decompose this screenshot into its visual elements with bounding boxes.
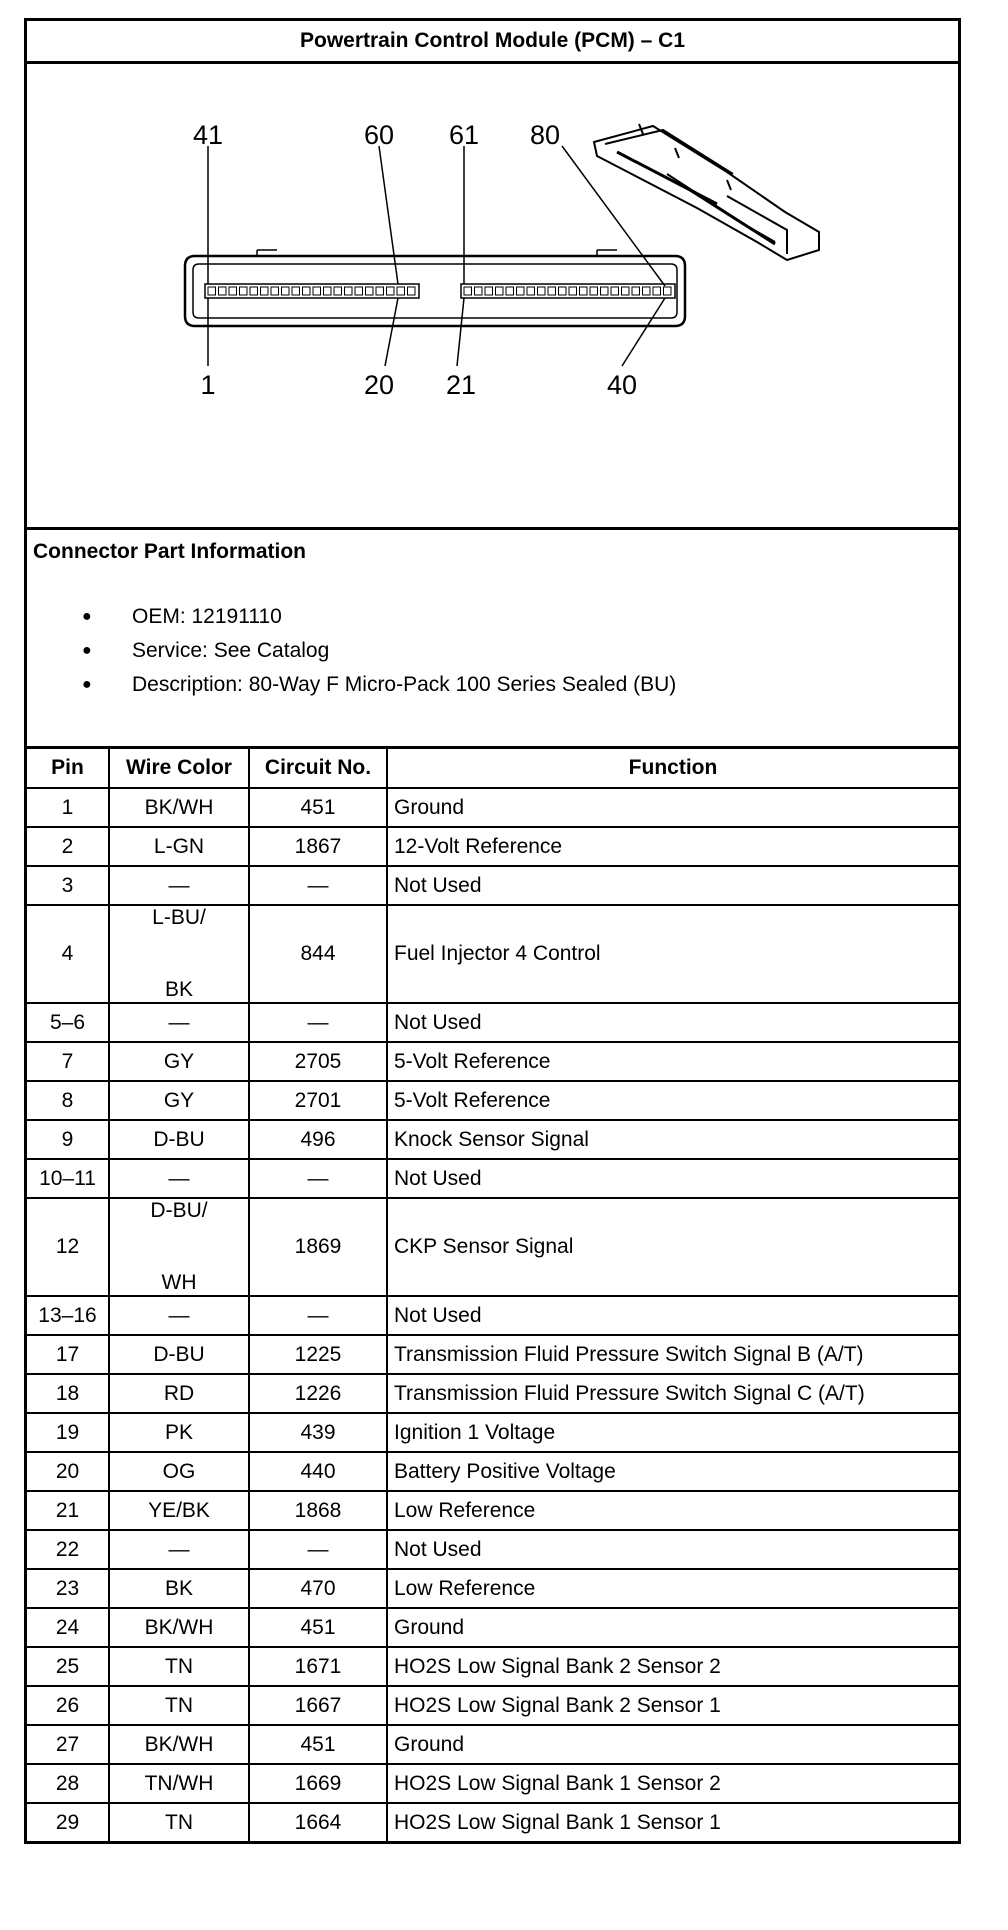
function-cell: HO2S Low Signal Bank 1 Sensor 2 [387,1764,958,1803]
wire-color-cell: BK/WH [109,1725,249,1764]
pin-cell: 5–6 [27,1003,109,1042]
pin-slot [538,287,546,295]
function-cell: Ground [387,1608,958,1647]
circuit-no-cell: 1671 [249,1647,387,1686]
circuit-no-cell: 1868 [249,1491,387,1530]
wire-color-cell: D-BU [109,1120,249,1159]
function-cell: Knock Sensor Signal [387,1120,958,1159]
header-function: Function [387,749,958,788]
pin-slot [334,287,342,295]
pin-cell: 23 [27,1569,109,1608]
wire-color-cell: OG [109,1452,249,1491]
pin-slot [643,287,651,295]
header-wire-color: Wire Color [109,749,249,788]
wire-color-cell: TN [109,1803,249,1841]
pin-cell: 2 [27,827,109,866]
circuit-no-cell: 496 [249,1120,387,1159]
pin-cell: 9 [27,1120,109,1159]
pin-cell: 20 [27,1452,109,1491]
function-cell: 5-Volt Reference [387,1042,958,1081]
wire-color-cell: TN [109,1686,249,1725]
circuit-no-cell: — [249,1003,387,1042]
pin-cell: 25 [27,1647,109,1686]
function-cell: Not Used [387,866,958,905]
pin-slot [622,287,630,295]
wire-color-line-1: D-BU/ [150,1199,208,1222]
circuit-no-cell: 2701 [249,1081,387,1120]
pin-slot [282,287,290,295]
pin-label-20: 20 [363,370,395,400]
table-row [27,1413,958,1452]
pin-slot [632,287,640,295]
wire-color-stack [116,1199,242,1295]
function-cell: Ground [387,788,958,827]
table-row [27,1647,958,1686]
pin-slot [475,287,483,295]
function-cell: 5-Volt Reference [387,1081,958,1120]
circuit-no-cell: 1225 [249,1335,387,1374]
table-row [27,1120,958,1159]
pin-cell: 10–11 [27,1159,109,1198]
circuit-no-cell: 1867 [249,827,387,866]
function-cell: 12-Volt Reference [387,827,958,866]
header-pin: Pin [27,749,109,788]
table-row [27,1530,958,1569]
pin-cell: 27 [27,1725,109,1764]
pin-slot [397,287,405,295]
pin-slot [250,287,258,295]
pinout-table-body [27,788,958,1841]
wire-color-cell: GY [109,1042,249,1081]
part-info-service: Service: See Catalog [132,639,330,662]
pin-slot [219,287,227,295]
circuit-no-cell: 439 [249,1413,387,1452]
circuit-no-cell: 2705 [249,1042,387,1081]
wire-color-cell: — [109,866,249,905]
list-item [27,634,676,668]
pinout-table [27,749,958,1841]
pin-slot [324,287,332,295]
pin-slot [271,287,279,295]
wire-color-cell: — [109,1530,249,1569]
wire-color-line-1: L-BU/ [152,906,206,929]
pin-label-80: 80 [529,120,561,150]
pin-slot [229,287,237,295]
pin-label-1: 1 [200,370,216,400]
table-row [27,866,958,905]
function-cell: HO2S Low Signal Bank 2 Sensor 1 [387,1686,958,1725]
wire-color-cell: TN/WH [109,1764,249,1803]
pin-slot [527,287,535,295]
function-cell: Battery Positive Voltage [387,1452,958,1491]
pin-cell: 21 [27,1491,109,1530]
pin-slot [366,287,374,295]
function-cell: HO2S Low Signal Bank 2 Sensor 2 [387,1647,958,1686]
function-cell: Fuel Injector 4 Control [387,905,958,1003]
circuit-no-cell: — [249,866,387,905]
table-header-row [27,749,958,788]
pin-slot [664,287,672,295]
table-row [27,827,958,866]
connector-sheet [24,18,961,1844]
function-cell: Not Used [387,1159,958,1198]
pin-slot [569,287,577,295]
wire-color-cell: BK/WH [109,1608,249,1647]
pin-cell: 26 [27,1686,109,1725]
part-info-description: Description: 80-Way F Micro-Pack 100 Series Sealed (BU) [132,673,677,696]
circuit-no-cell: 440 [249,1452,387,1491]
wire-color-cell: D-BU [109,1335,249,1374]
wire-color-line-2: BK [164,978,193,1001]
table-row [27,1803,958,1841]
function-cell: Ground [387,1725,958,1764]
pin-row [208,287,671,295]
pin-slot [580,287,588,295]
table-row [27,1296,958,1335]
page-title: Powertrain Control Module (PCM) – C1 [27,21,958,64]
pin-slot [464,287,472,295]
circuit-no-cell: — [249,1296,387,1335]
header-circuit-no: Circuit No. [249,749,387,788]
wire-color-stack [116,906,242,1002]
wire-color-cell: RD [109,1374,249,1413]
function-cell: Transmission Fluid Pressure Switch Signal C (A/T) [387,1374,958,1413]
pin-slot [485,287,493,295]
pin-slot [496,287,504,295]
pin-slot [548,287,556,295]
circuit-no-cell: 1667 [249,1686,387,1725]
pin-cell: 3 [27,866,109,905]
table-row [27,1569,958,1608]
table-row [27,1374,958,1413]
pin-cell: 19 [27,1413,109,1452]
list-item [27,668,676,702]
connector-diagram [27,64,958,530]
function-cell: Not Used [387,1296,958,1335]
function-cell: Not Used [387,1530,958,1569]
table-row [27,1491,958,1530]
pin-cell: 8 [27,1081,109,1120]
bullet-icon: ● [82,608,92,625]
pin-slot [590,287,598,295]
wire-color-cell: YE/BK [109,1491,249,1530]
pin-cell: 28 [27,1764,109,1803]
function-cell: Low Reference [387,1491,958,1530]
connector-inset-illustration [594,124,819,260]
table-row [27,905,958,1003]
table-row [27,1198,958,1296]
pin-slot [601,287,609,295]
table-row [27,1452,958,1491]
table-row [27,1686,958,1725]
pin-slot [240,287,248,295]
circuit-no-cell: 1664 [249,1803,387,1841]
pin-cell: 13–16 [27,1296,109,1335]
bullet-icon: ● [82,676,92,693]
circuit-no-cell: 844 [249,905,387,1003]
wire-color-cell [109,905,249,1003]
pin-slot [345,287,353,295]
table-row [27,1335,958,1374]
connector-part-information [27,530,958,749]
circuit-no-cell: 1869 [249,1198,387,1296]
table-row [27,1764,958,1803]
pin-cell: 29 [27,1803,109,1841]
circuit-no-cell: — [249,1530,387,1569]
pin-cell: 18 [27,1374,109,1413]
circuit-no-cell: 451 [249,788,387,827]
pin-label-61: 61 [448,120,480,150]
pin-slot [376,287,384,295]
table-row [27,1608,958,1647]
circuit-no-cell: 451 [249,1608,387,1647]
wire-color-cell: BK [109,1569,249,1608]
function-cell: Low Reference [387,1569,958,1608]
function-cell: Transmission Fluid Pressure Switch Signal B (A/T) [387,1335,958,1374]
function-cell: Ignition 1 Voltage [387,1413,958,1452]
pin-slot [313,287,321,295]
wire-color-cell: — [109,1159,249,1198]
pin-cell: 12 [27,1198,109,1296]
pin-cell: 1 [27,788,109,827]
pin-slot [517,287,525,295]
connector-diagram-svg [27,64,958,527]
pin-slot [261,287,269,295]
pin-cell: 17 [27,1335,109,1374]
pin-label-41: 41 [192,120,224,150]
wire-color-cell [109,1198,249,1296]
wire-color-cell: PK [109,1413,249,1452]
part-info-oem: OEM: 12191110 [132,605,282,628]
table-row [27,1003,958,1042]
pin-slot [387,287,395,295]
bullet-icon: ● [82,642,92,659]
circuit-no-cell: 1669 [249,1764,387,1803]
circuit-no-cell: 1226 [249,1374,387,1413]
pin-label-21: 21 [445,370,477,400]
list-item [27,600,676,634]
pin-slot [292,287,300,295]
wire-color-cell: BK/WH [109,788,249,827]
table-row [27,1081,958,1120]
pin-slot [559,287,567,295]
wire-color-cell: — [109,1003,249,1042]
pin-cell: 22 [27,1530,109,1569]
pin-label-40: 40 [606,370,638,400]
table-row [27,1725,958,1764]
table-row [27,788,958,827]
wire-color-cell: — [109,1296,249,1335]
wire-color-cell: L-GN [109,827,249,866]
part-info-heading: Connector Part Information [33,540,307,563]
part-info-list [27,600,676,702]
pin-slot [653,287,661,295]
pin-slot [303,287,311,295]
function-cell: HO2S Low Signal Bank 1 Sensor 1 [387,1803,958,1841]
circuit-no-cell: — [249,1159,387,1198]
table-row [27,1042,958,1081]
circuit-no-cell: 470 [249,1569,387,1608]
wire-color-cell: GY [109,1081,249,1120]
function-cell: Not Used [387,1003,958,1042]
pin-label-60: 60 [363,120,395,150]
pin-slot [611,287,619,295]
pin-slot [506,287,514,295]
pin-slot [355,287,363,295]
circuit-no-cell: 451 [249,1725,387,1764]
pin-cell: 7 [27,1042,109,1081]
pin-slot [208,287,216,295]
table-row [27,1159,958,1198]
pin-cell: 24 [27,1608,109,1647]
pin-slot [408,287,416,295]
function-cell: CKP Sensor Signal [387,1198,958,1296]
wire-color-cell: TN [109,1647,249,1686]
wire-color-line-2: WH [161,1271,197,1294]
pin-cell: 4 [27,905,109,1003]
